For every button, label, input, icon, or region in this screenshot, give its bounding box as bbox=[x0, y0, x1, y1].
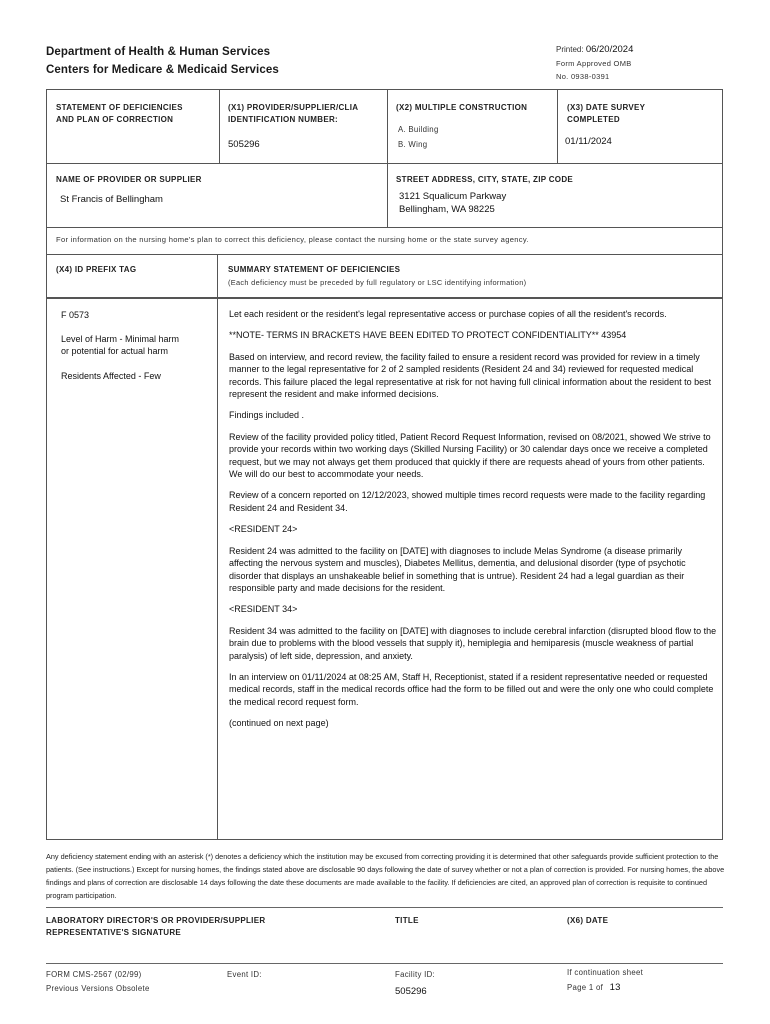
provider-value: St Francis of Bellingham bbox=[60, 194, 163, 205]
date-label: (X6) DATE bbox=[567, 916, 609, 925]
statement-label: STATEMENT OF DEFICIENCIES AND PLAN OF CORRECTION bbox=[56, 103, 183, 124]
paragraph: Let each resident or the resident's legal representative access or purchase copies of all the resident's records. bbox=[229, 309, 667, 319]
continuation-label: If continuation sheet bbox=[567, 968, 644, 977]
x3-label: (X3) DATE SURVEY COMPLETED bbox=[567, 103, 646, 124]
paragraph: (continued on next page) bbox=[229, 718, 329, 729]
summary-sub: (Each deficiency must be preceded by full regulatory or LSC identifying information) bbox=[228, 278, 527, 287]
divider bbox=[47, 254, 722, 255]
prefix-tag: F 0573 bbox=[61, 310, 90, 320]
provider-label: NAME OF PROVIDER OR SUPPLIER bbox=[56, 175, 202, 184]
summary-label: SUMMARY STATEMENT OF DEFICIENCIES bbox=[228, 265, 401, 274]
paragraph: Resident 24 was admitted to the facility on [DATE] with diagnoses to include Melas Syndrome (a disease primarily affecting the nervous system and muscles), Diabetes Mellitus, dementia, and delusional disorder (type of psychotic disorder that displays an unshakeable belief in something that is untrue). Resident 24 had a legal guardian as their responsible party and made decisions for the resident. bbox=[229, 545, 686, 593]
residents-affected: Residents Affected - Few bbox=[61, 371, 161, 381]
paragraph: Review of a concern reported on 12/12/2023, showed multiple times record requests were made to the facility regarding Resident 24 and Resident 34. bbox=[229, 490, 706, 513]
department-title: Department of Health & Human Services bbox=[46, 46, 271, 58]
address-label: STREET ADDRESS, CITY, STATE, ZIP CODE bbox=[396, 175, 574, 184]
divider bbox=[387, 90, 388, 163]
paragraph: Findings included . bbox=[229, 410, 305, 421]
previous-versions: Previous Versions Obsolete bbox=[46, 984, 150, 993]
divider bbox=[219, 90, 220, 163]
paragraph: Based on interview, and record review, the facility failed to ensure a resident record was provided for review in a timely manner to the legal representative for 2 of 2 sampled residents (Resident 24 and 34) reviewed for requested medical records. This failure placed the legal representative at risk for not having full clinical information about the resident to best represent the resident and make informed decisions. bbox=[229, 351, 712, 400]
divider bbox=[46, 963, 723, 964]
paragraph: <RESIDENT 24> bbox=[229, 524, 298, 535]
divider bbox=[47, 227, 722, 228]
divider bbox=[46, 297, 723, 298]
page-indicator bbox=[567, 982, 621, 993]
x2-wing: B. Wing bbox=[398, 140, 428, 149]
x1-value: 505296 bbox=[228, 139, 260, 150]
printed-value: 06/20/2024 bbox=[585, 44, 634, 55]
info-line: For information on the nursing home's plan to correct this deficiency, please contact the nursing home or the state survey agency. bbox=[56, 235, 529, 244]
centers-title: Centers for Medicare & Medicaid Services bbox=[46, 64, 279, 76]
divider bbox=[217, 254, 218, 840]
x1-label: (X1) PROVIDER/SUPPLIER/CLIA IDENTIFICATION NUMBER: bbox=[228, 103, 359, 124]
page-label: Page 1 of bbox=[567, 983, 604, 992]
divider bbox=[47, 163, 722, 164]
paragraph: **NOTE- TERMS IN BRACKETS HAVE BEEN EDITED TO PROTECT CONFIDENTIALITY** 43954 bbox=[229, 330, 627, 341]
address-line1: 3121 Squalicum Parkway bbox=[399, 191, 507, 202]
disclosure-footnote: Any deficiency statement ending with an asterisk (*) denotes a deficiency which the institution may be excused from correcting providing it is determined that other safeguards provide sufficient protection to the patients. (See instructions.) Except for nursing homes, the findings stated above are disclosable 90 days following the date of survey whether or not a plan of correction is provided. For nursing homes, the above findings and plans of correction are disclosable 14 days following the date these documents are made available to the facility. If deficiencies are cited, an approved plan of correction is requisite to continued program participation. bbox=[46, 852, 725, 900]
omb-number: No. 0938-0391 bbox=[556, 72, 610, 81]
director-signature-label: LABORATORY DIRECTOR'S OR PROVIDER/SUPPLIER REPRESENTATIVE'S SIGNATURE bbox=[46, 916, 266, 937]
page-total: 13 bbox=[609, 982, 621, 993]
divider bbox=[557, 90, 558, 163]
x2-label: (X2) MULTIPLE CONSTRUCTION bbox=[396, 103, 528, 112]
address-line2: Bellingham, WA 98225 bbox=[399, 204, 495, 215]
printed-label: Printed: bbox=[556, 45, 584, 54]
paragraph: Review of the facility provided policy titled, Patient Record Request Information, revised on 08/2021, showed We strive to provide your records within two working days (Skilled Nursing Facility) or 30 calendar days once we receive a completed request, but we may not always get them produced that quickly if there are requests ahead of yours from other patients. We will do our best to accommodate your needs. bbox=[229, 431, 711, 480]
form-approved: Form Approved OMB bbox=[556, 59, 632, 68]
printed-date bbox=[556, 44, 633, 55]
facility-id-label: Facility ID: bbox=[395, 970, 435, 979]
x3-value: 01/11/2024 bbox=[565, 136, 612, 147]
form-number: FORM CMS-2567 (02/99) bbox=[46, 970, 142, 979]
deficiency-body bbox=[229, 308, 717, 739]
x4-label: (X4) ID PREFIX TAG bbox=[56, 265, 137, 274]
paragraph: <RESIDENT 34> bbox=[229, 604, 298, 615]
x2-building: A. Building bbox=[398, 125, 439, 134]
title-label: TITLE bbox=[395, 916, 419, 925]
paragraph: In an interview on 01/11/2024 at 08:25 AM, Staff H, Receptionist, stated if a resident representative needed or requested medical records, staff in the medical records office had the form to be filled out and were the only one who could complete the medical record request form. bbox=[229, 671, 714, 707]
paragraph: Resident 34 was admitted to the facility on [DATE] with diagnoses to include cerebral infarction (disrupted blood flow to the brain due to problems with the blood vessels that supply it), hemiplegia and hemiparesis (muscle weakness of partial paralysis) of left side, depression, and anxiety. bbox=[229, 625, 717, 661]
divider bbox=[387, 163, 388, 227]
harm-level: Level of Harm - Minimal harm or potential for actual harm bbox=[61, 334, 180, 357]
divider bbox=[47, 298, 722, 299]
facility-id-value: 505296 bbox=[395, 986, 427, 997]
divider bbox=[46, 907, 723, 908]
event-id-label: Event ID: bbox=[227, 970, 262, 979]
